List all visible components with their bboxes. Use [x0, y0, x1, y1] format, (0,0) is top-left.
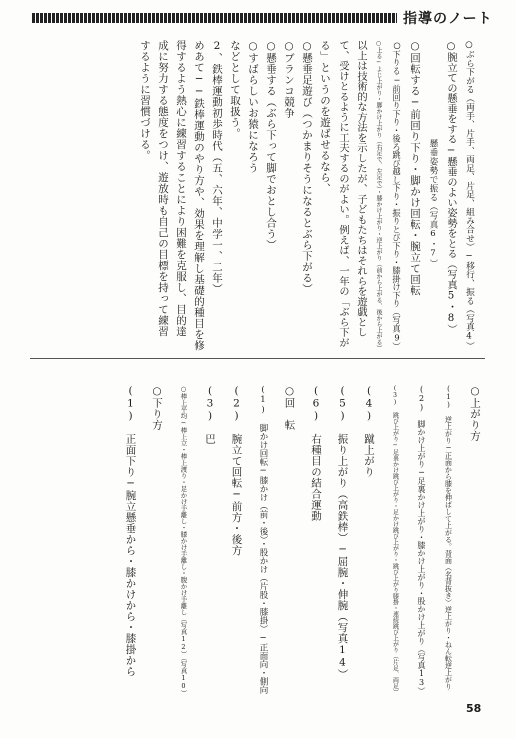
lower-text-column: (2) 脚かけ上がり─足裏かけ上がり・膝かけ上がり・股かけ上がり（写真13） [417, 385, 426, 695]
upper-text-column: ○懸垂する（ぶら下って脚でおとし合う） [265, 40, 277, 251]
upper-text-column: ○ぶら下がる（両手、片手、両足、片足、組み合せ）─移行、振る（写真4） [464, 40, 474, 350]
upper-text-column: ○懸垂足遊び（つかまりそうになるとぶら下がる） [301, 40, 313, 295]
upper-text-column: 2、鉄棒運動初歩時代（五、六年、中学一、二年） [211, 40, 223, 295]
page-number: 58 [466, 702, 482, 715]
upper-text-column: などとして取扱う。 [229, 40, 241, 139]
upper-text-column: めあて──鉄棒運動のやり方や、効果を理解し基礎的種目を修 [193, 40, 205, 351]
upper-text-column: て、受けとるように工夫するのがよい。例えば、一年の「ぶら下が [337, 40, 349, 348]
upper-text-column: 成に努力する態度をつけ、遊放時も自己の目標を持って練習 [157, 40, 169, 337]
upper-text-column: ○すばらしいお猿になろう [247, 40, 259, 174]
lower-text-column: (5) 振り上がり（高鉄棒）─屈腕・伸腕（写真14） [336, 385, 349, 680]
lower-text-column: (1) 逆上がり─正面から膝を伸ばして上がる。背面（名背抜き）逆上がり・ねん転逆上がり [444, 385, 453, 690]
lower-text-column: ○下り方 [151, 385, 163, 431]
upper-text-column: するように習慣づける。 [139, 40, 151, 161]
lower-text-column: (1) 脚かけ回転─膝かけ（前・後）・股かけ（片股・膝掛）─正面向・側向 [258, 385, 268, 695]
lower-text-column: ○棒上平均─棒上立・棒上渡り・足かけ手離し・膝かけ手離し・腹かけ手離し（写真12）（写真10） [179, 385, 188, 697]
lower-text-column: (4) 蹴上がり [363, 385, 375, 478]
section-divider [30, 358, 485, 359]
upper-text-column: る」というのを遊ばせるなら、 [319, 40, 331, 194]
upper-text-column: 得するよう熱心に練習することにより困難を克服し、目的達 [175, 40, 187, 337]
lower-text-column: (2) 腕立て回転─前方・後方 [230, 385, 243, 556]
upper-text-column: 以上は技術的な方法を示したが、子どもたちはそれらを遊戯とし [355, 40, 367, 338]
lower-text-column: (6) 右種目の結合運動 [310, 385, 322, 522]
lower-text-column: ○回 転 [283, 385, 296, 431]
lower-text-column: (3) 巴 [204, 385, 216, 445]
upper-text-column: ○腕立ての懸垂をする─懸垂のよい姿勢をとる（写真5・8） [445, 40, 457, 334]
upper-text-column: ○下りる─前回り下り・後ろ跳び越し下り・振りとび下り・膝掛け下り（写真9） [392, 40, 402, 351]
lower-text-column: (3) 跳び上がり─足裏かけ跳び上がり・足かけ跳び上がり・跳び上がり膝掛・連続跳び上がり（片足、両足） [391, 385, 399, 695]
upper-text-column: ○回転する─前回り下り・脚かけ回転・腕立て回転 [409, 40, 421, 296]
lower-text-column: ○上がり方 [469, 385, 481, 442]
header-rule [32, 13, 397, 23]
upper-text-column: 懸垂姿勢で振る（写真6・7） [428, 40, 438, 268]
upper-text-column: ○ブランコ競争 [283, 40, 295, 119]
section-title: 指導のノート [403, 11, 493, 27]
lower-text-column: (1) 正面下り─腕立懸垂から・膝かけから・膝掛から [124, 385, 137, 677]
upper-text-column: ○上る─よじ上がり・脚かけ上がり（右足で、左足で）・膝かけ上がり・逆上がり（前から上がる、後から上がる） [375, 40, 382, 351]
